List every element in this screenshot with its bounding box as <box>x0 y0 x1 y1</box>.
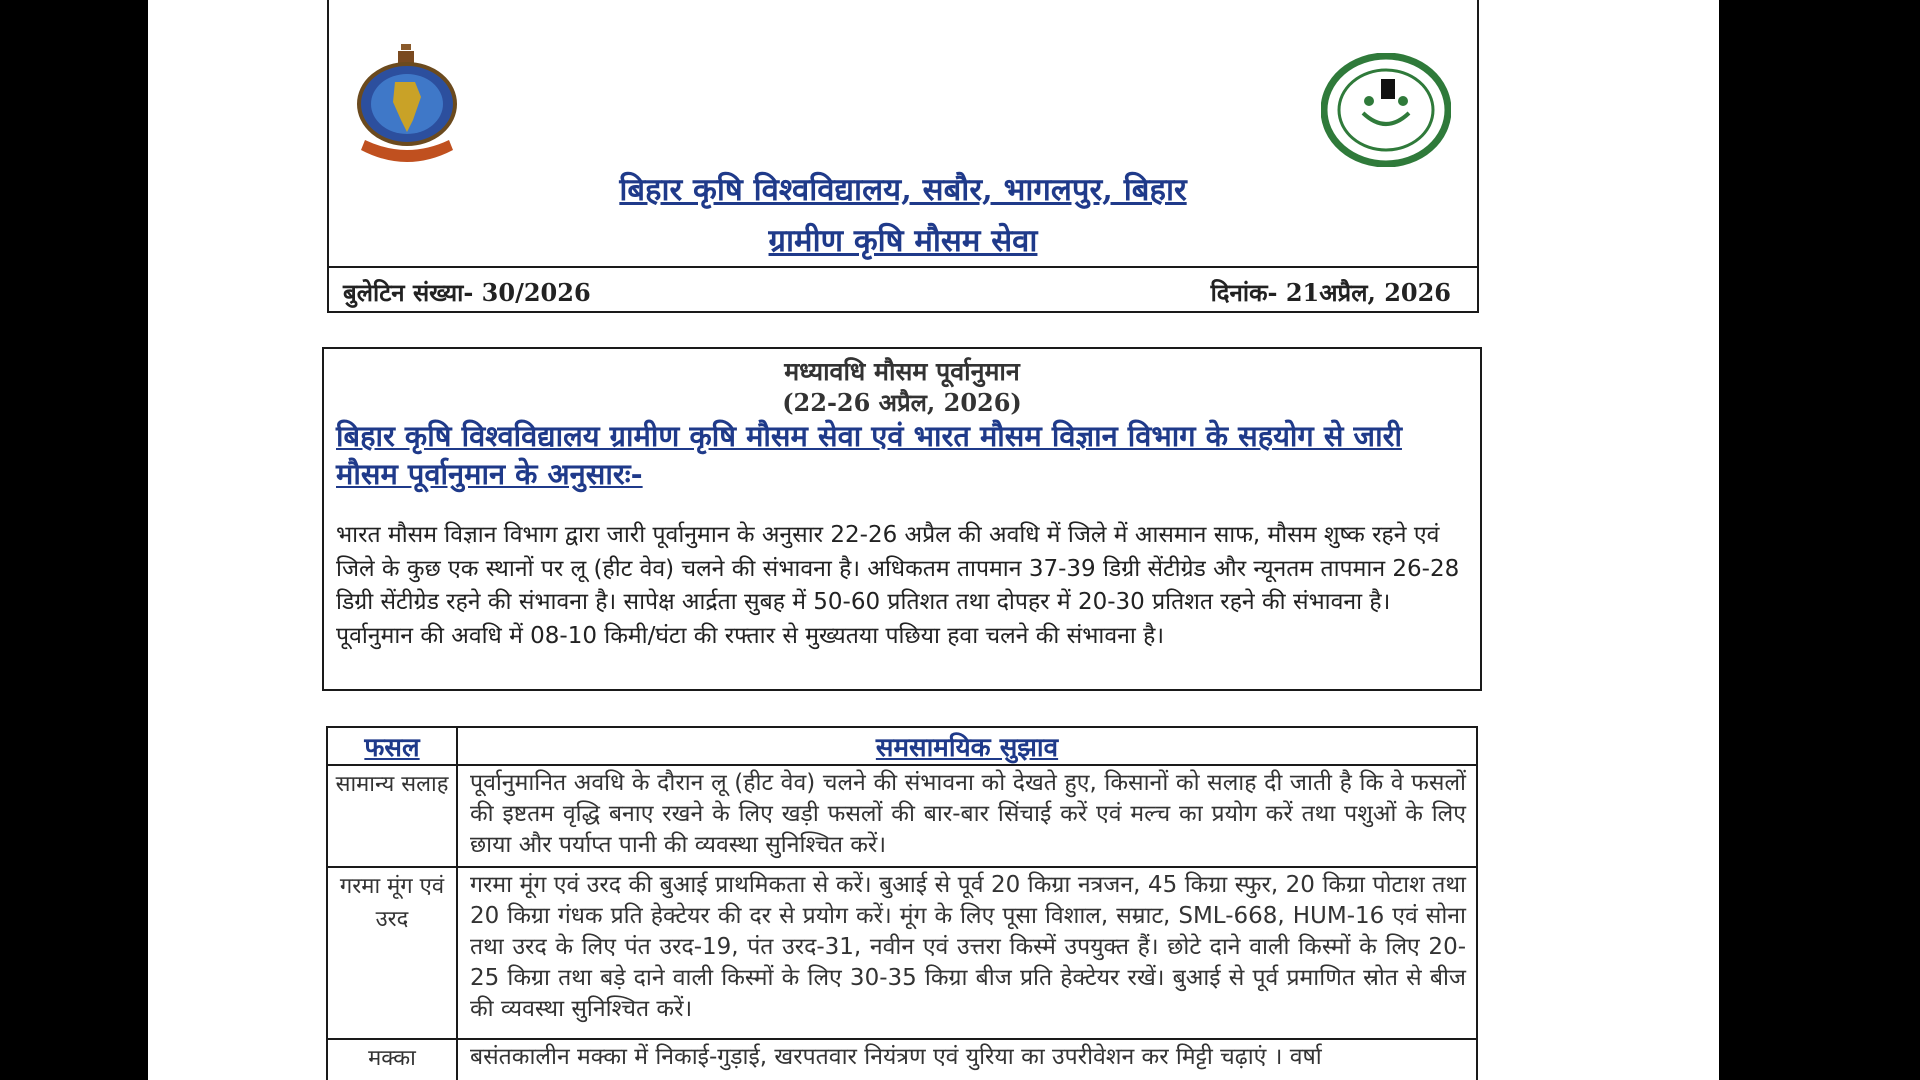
table-row <box>327 1039 1477 1080</box>
bulletin-date: दिनांक- 21अप्रैल, 2026 <box>1210 278 1451 307</box>
bulletin-info-row <box>329 266 1477 313</box>
service-name: ग्रामीण कृषि मौसम सेवा <box>768 223 1038 259</box>
crop-name: मक्का <box>327 1039 457 1080</box>
advice-text: बसंतकालीन मक्का में निकाई-गुड़ाई, खरपतवार नियंत्रण एवं युरिया का उपरीवेशन कर मिट्टी चढ़ाएं । वर्षा <box>457 1039 1477 1080</box>
col-advice-header: समसामयिक सुझाव <box>457 727 1477 765</box>
col-crop-header: फसल <box>327 727 457 765</box>
crop-name: सामान्य सलाह <box>327 765 457 867</box>
bulletin-page <box>148 0 1719 1080</box>
table-header-row <box>327 727 1477 765</box>
forecast-body: भारत मौसम विज्ञान विभाग द्वारा जारी पूर्वानुमान के अनुसार 22-26 अप्रैल की अवधि में जिले में आसमान साफ, मौसम शुष्क रहने एवं जिले के कुछ एक स्थानों पर लू (हीट वेव) चलने की संभावना है। अधिकतम तापमान 37-39 डिग्री सेंटीग्रेड और न्यूनतम तापमान 26-28 डिग्री सेंटीग्रेड रहने की संभावना है। सापेक्ष आर्द्रता सुबह में 50-60 प्रतिशत तथा दोपहर में 20-30 प्रतिशत रहने की संभावना है। पूर्वानुमान की अवधि में 08-10 किमी/घंटा की रफ्तार से मुख्यतया पछिया हवा चलने की संभावना है। <box>336 522 1460 649</box>
bulletin-number: बुलेटिन संख्या- 30/2026 <box>343 278 591 307</box>
advice-text: गरमा मूंग एवं उरद की बुआई प्राथमिकता से करें। बुआई से पूर्व 20 किग्रा नत्रजन, 45 किग्रा स्फुर, 20 किग्रा पोटाश तथा 20 किग्रा गंधक प्रति हेक्टेयर की दर से प्रयोग करें। मूंग के लिए पूसा विशाल, सम्राट, SML-668, HUM-16 एवं सोना तथा उरद के लिए पंत उरद-19, पंत उरद-31, नवीन एवं उत्तरा किस्में उपयुक्त हैं। छोटे दाने वाली किस्मों के लिए 20-25 किग्रा तथा बड़े दाने वाली किस्मों के लिए 30-35 किग्रा बीज प्रति हेक्टेयर रखें। बुआई से पूर्व प्रमाणित स्रोत से बीज की व्यवस्था सुनिश्चित करें। <box>457 867 1477 1039</box>
advice-text: पूर्वानुमानित अवधि के दौरान लू (हीट वेव) चलने की संभावना को देखते हुए, किसानों को सलाह दी जाती है कि वे फसलों की इष्टतम वृद्धि बनाए रखने के लिए खड़ी फसलों की बार-बार सिंचाई करें एवं मल्च का प्रयोग करें तथा पशुओं के लिए छाया और पर्याप्त पानी की व्यवस्था सुनिश्चित करें। <box>457 765 1477 867</box>
bulletin-header <box>327 0 1479 313</box>
forecast-section <box>322 347 1482 691</box>
forecast-title: मध्यावधि मौसम पूर्वानुमान <box>784 357 1020 386</box>
forecast-heading: बिहार कृषि विश्वविद्यालय ग्रामीण कृषि मौसम सेवा एवं भारत मौसम विज्ञान विभाग के सहयोग से जारी मौसम पूर्वानुमान के अनुसारः- <box>336 419 1402 491</box>
table-row <box>327 867 1477 1039</box>
imd-emblem-logo <box>351 42 463 168</box>
university-name: बिहार कृषि विश्वविद्यालय, सबौर, भागलपुर, बिहार <box>619 172 1187 208</box>
crop-name: गरमा मूंग एवं उरद <box>327 867 457 1039</box>
forecast-dates: (22-26 अप्रैल, 2026) <box>782 388 1022 417</box>
university-seal-logo <box>1321 53 1451 167</box>
table-row <box>327 765 1477 867</box>
advice-table <box>326 726 1478 1080</box>
